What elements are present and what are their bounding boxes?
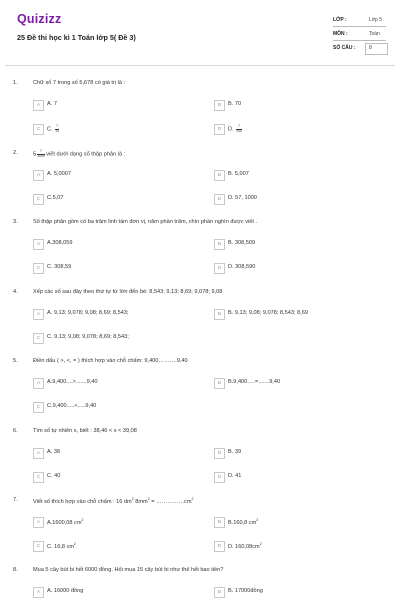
question-text: Xếp các số sau đây theo thứ tự từ lớn đến bé: 8,543; 9,13; 8,69; 9,078; 9,08 [33, 289, 223, 295]
count-label: SỐ CÂU : [333, 45, 356, 51]
superscript-2: 2 [256, 518, 259, 522]
option-letter-box[interactable]: B [214, 517, 225, 528]
option-text[interactable]: A. 16000 đồng [47, 588, 84, 594]
option-letter-box[interactable]: D [214, 541, 225, 552]
option-text[interactable]: A. 7 [47, 101, 57, 107]
fraction-denominator: 100 [236, 128, 242, 133]
option-text[interactable]: D. 57, 1000 [228, 195, 257, 201]
option-letter-box[interactable]: C [33, 472, 44, 483]
question-number: 1. [13, 80, 18, 86]
option-letter-box[interactable]: C [33, 194, 44, 205]
option-text[interactable]: C. 308,59 [47, 264, 72, 270]
option-text[interactable]: D. 41 [228, 473, 242, 479]
option-text[interactable]: A.1600,08 $cm^2$ [47, 518, 84, 526]
fraction [55, 125, 59, 133]
option-text[interactable]: A. 38 [47, 449, 61, 455]
subject-value: Toán [369, 31, 380, 37]
question-text-body: viết dưới dạng số thập phân là : [44, 151, 126, 158]
divider [333, 26, 386, 27]
question-text: Số thập phân gồm có ba trăm linh tám đơn vị, năm phần trăm, chín phần nghìn được viết . [33, 219, 258, 225]
option-text[interactable]: C.5,07 [47, 195, 64, 201]
fraction [37, 150, 45, 158]
option-prefix: D. [228, 126, 236, 133]
question-text: Điền dấu ( >, <, = ) thích hợp vào chỗ chấm: 9,400……….9,40 [33, 358, 188, 364]
option-text[interactable]: B.9,400.....=.......9,40 [228, 379, 281, 385]
option-letter-box[interactable]: B [214, 448, 225, 459]
option-text[interactable]: A. 5,0007 [47, 171, 71, 177]
option-text[interactable]: B. 70 [228, 101, 242, 107]
option-text[interactable]: B.160,8 $cm^2$ [228, 518, 259, 526]
option-text[interactable]: B. 17000đồng [228, 588, 263, 594]
option-text[interactable] [47, 125, 59, 133]
option-text[interactable]: C. 40 [47, 473, 61, 479]
question-text: Mua 5 cây bút bi hết 6000 đồng. Hỏi mua 15 cây bút bi như thế hết bao tiền? [33, 567, 224, 573]
header [0, 0, 400, 62]
superscript-2: 2 [259, 542, 262, 546]
superscript-2: 2 [131, 497, 134, 501]
mixed-number-whole: 5 [33, 151, 37, 158]
option-text[interactable]: A. 9,13; 9,078; 9,08; 8,69; 8,543; [47, 310, 129, 316]
option-letter-box[interactable]: B [214, 170, 225, 181]
option-letter-box[interactable]: A [33, 309, 44, 320]
option-letter-box[interactable]: C [33, 541, 44, 552]
question-number: 2. [13, 150, 18, 156]
option-text[interactable]: D. $160,08cm^2$ [228, 542, 262, 550]
divider [333, 40, 386, 41]
question-text: Viết số thích hợp vào chỗ chấm : 16 $dm^2$ $8mm^2$ = $\dots\dots\dots\dots\dots cm^2$ [33, 497, 194, 505]
option-letter-box[interactable]: D [214, 472, 225, 483]
option-letter-box[interactable]: A [33, 517, 44, 528]
option-text[interactable]: B. 308,509 [228, 240, 256, 246]
superscript-2: 2 [147, 497, 150, 501]
question-number: 7. [13, 497, 18, 503]
option-text[interactable]: C. 16,8 $cm^2$ [47, 542, 77, 550]
option-text[interactable]: A.308,059 [47, 240, 73, 246]
option-letter-box[interactable]: A [33, 170, 44, 181]
header-divider [5, 65, 395, 66]
question-number: 8. [13, 567, 18, 573]
option-letter-box[interactable]: C [33, 124, 44, 135]
superscript-2: 2 [74, 542, 77, 546]
question-text: Chữ số 7 trong số 5,678 có giá trị là : [33, 80, 126, 86]
option-letter-box[interactable]: B [214, 378, 225, 389]
option-prefix: C. [47, 126, 55, 133]
subject-label: MÔN : [333, 31, 348, 37]
option-text[interactable] [228, 125, 242, 133]
option-text[interactable]: B. 5,007 [228, 171, 249, 177]
document-title: 25 Đề thi học kì 1 Toán lớp 5( Đề 3) [17, 33, 136, 42]
count-value: 8 [369, 45, 372, 51]
question-text: Tìm số tự nhiên x, biết : 38,46 < x < 39,08 [33, 428, 137, 434]
option-text[interactable]: C. 9,13; 9,08; 9,078; 8,69; 8,543; [47, 334, 129, 340]
question-number: 4. [13, 289, 18, 295]
option-text[interactable]: B. 9,13; 9,08; 9,078; 8,543; 8,69 [228, 310, 308, 316]
fraction-denominator: 10 [55, 128, 59, 133]
option-letter-box[interactable]: D [214, 194, 225, 205]
question-text [33, 150, 125, 158]
option-letter-box[interactable]: C [33, 263, 44, 274]
option-letter-box[interactable]: A [33, 100, 44, 111]
fraction-denominator: 1000 [37, 153, 45, 158]
option-text[interactable]: A.9,400....>.......9,40 [47, 379, 98, 385]
option-text[interactable]: C.9,400.....<.....9,40 [47, 403, 97, 409]
fraction-numerator: 7 [238, 124, 240, 128]
quizizz-logo: Quizizz [17, 12, 62, 26]
question-number: 5. [13, 358, 18, 364]
class-value: Lớp 5 [369, 17, 383, 23]
option-letter-box[interactable]: A [33, 587, 44, 598]
option-letter-box[interactable]: B [214, 100, 225, 111]
superscript-2: 2 [191, 497, 194, 501]
superscript-2: 2 [81, 518, 84, 522]
fraction-numerator: 7 [56, 124, 58, 128]
option-text[interactable]: D. 308,590 [228, 264, 256, 270]
class-label: LỚP : [333, 17, 347, 23]
option-letter-box[interactable]: C [33, 333, 44, 344]
option-letter-box[interactable]: A [33, 239, 44, 250]
option-letter-box[interactable]: D [214, 263, 225, 274]
option-letter-box[interactable]: B [214, 587, 225, 598]
fraction [236, 125, 242, 133]
fraction-numerator: 7 [37, 150, 45, 155]
option-text[interactable]: B. 39 [228, 449, 242, 455]
option-letter-box[interactable]: B [214, 309, 225, 320]
option-letter-box[interactable]: A [33, 448, 44, 459]
option-letter-box[interactable]: C [33, 402, 44, 413]
option-letter-box[interactable]: A [33, 378, 44, 389]
option-letter-box[interactable]: B [214, 239, 225, 250]
question-number: 3. [13, 219, 18, 225]
option-letter-box[interactable]: D [214, 124, 225, 135]
question-number: 6. [13, 428, 18, 434]
